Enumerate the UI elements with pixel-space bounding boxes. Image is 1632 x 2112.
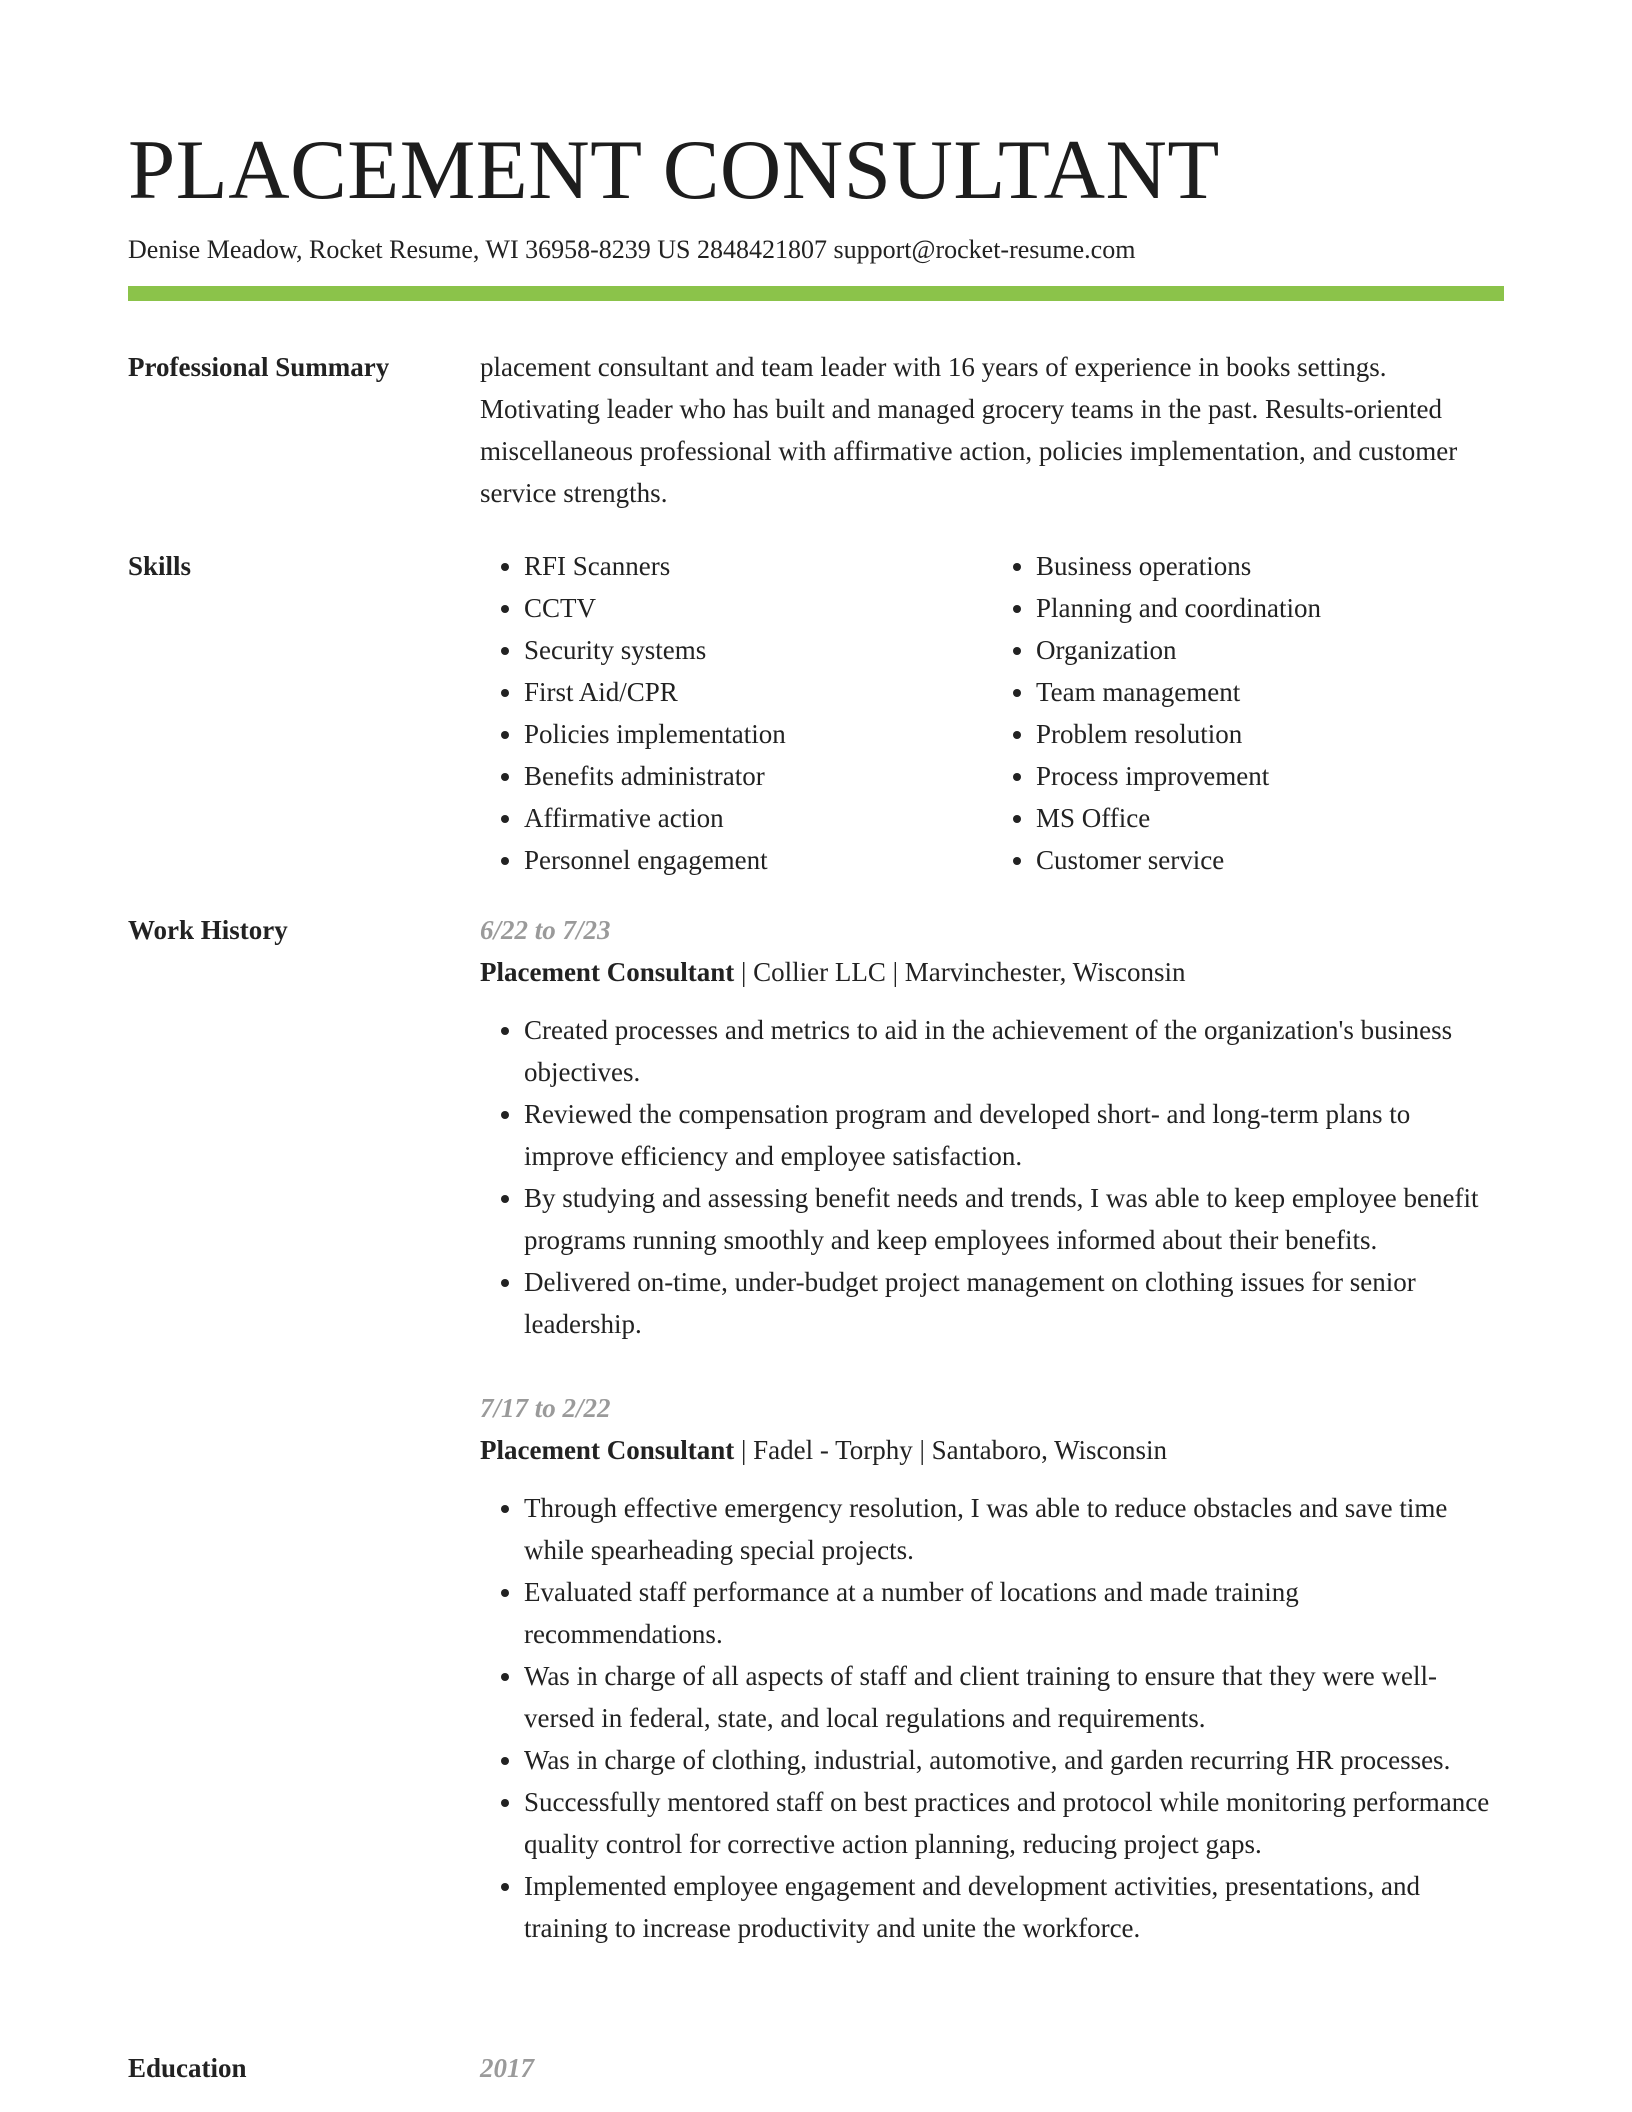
job-entry [480, 909, 1504, 1345]
job-bullet: • Was in charge of clothing, industrial, automotive, and garden recurring HR processes. [524, 1739, 1504, 1781]
job-title: Placement Consultant [480, 957, 735, 987]
job-entry [480, 1387, 1504, 1949]
job-title: Placement Consultant [480, 1435, 735, 1465]
skill-item: • Personnel engagement [524, 839, 992, 881]
education-year: 2017 [480, 2053, 534, 2083]
skill-item: • Benefits administrator [524, 755, 992, 797]
skill-item: • First Aid/CPR [524, 671, 992, 713]
accent-divider [128, 286, 1504, 301]
skill-item: • Organization [1036, 629, 1504, 671]
skill-item: • Policies implementation [524, 713, 992, 755]
skill-item: • Planning and coordination [1036, 587, 1504, 629]
job-details: | Collier LLC | Marvinchester, Wisconsin [734, 957, 1186, 987]
skill-item: • Team management [1036, 671, 1504, 713]
resume-name: PLACEMENT CONSULTANT [128, 123, 1220, 217]
skills-body [480, 545, 1504, 881]
skill-item: • Problem resolution [1036, 713, 1504, 755]
education-body [480, 2047, 1504, 2089]
contact-line: Denise Meadow, Rocket Resume, WI 36958-8239 US 2848421807 support@rocket-resume.com [128, 235, 1136, 264]
skill-item: • Business operations [1036, 545, 1504, 587]
job-bullet: • By studying and assessing benefit needs and trends, I was able to keep employee benefit programs running smoothly and keep employees informed about their benefits. [524, 1177, 1504, 1261]
job-bullet: • Implemented employee engagement and development activities, presentations, and training to increase productivity and unite the workforce. [524, 1865, 1504, 1949]
skills-heading: Skills [128, 551, 192, 581]
job-bullet: • Reviewed the compensation program and developed short- and long-term plans to improve efficiency and employee satisfaction. [524, 1093, 1504, 1177]
job-dates: 7/17 to 2/22 [480, 1393, 611, 1423]
summary-heading: Professional Summary [128, 352, 390, 382]
job-heading [480, 951, 1504, 993]
skill-item: • Affirmative action [524, 797, 992, 839]
skills-columns [480, 545, 1504, 881]
skills-list-left [480, 545, 992, 881]
job-bullet: • Through effective emergency resolution, I was able to reduce obstacles and save time while spearheading special projects. [524, 1487, 1504, 1571]
job-heading [480, 1429, 1504, 1471]
skill-item: • Process improvement [1036, 755, 1504, 797]
skills-list-right [992, 545, 1504, 881]
skill-item: • RFI Scanners [524, 545, 992, 587]
skill-item: • CCTV [524, 587, 992, 629]
summary-body [480, 346, 1504, 514]
summary-text: placement consultant and team leader with 16 years of experience in books settings. Motivating leader who has built and managed grocery teams in the past. Results-oriented miscellaneous professional with affirmative action, policies implementation, and customer service strengths. [480, 352, 1458, 508]
education-heading: Education [128, 2053, 247, 2083]
job-details: | Fadel - Torphy | Santaboro, Wisconsin [734, 1435, 1168, 1465]
job-bullets [480, 1487, 1504, 1949]
skill-item: • Security systems [524, 629, 992, 671]
job-dates: 6/22 to 7/23 [480, 915, 611, 945]
job-bullet: • Evaluated staff performance at a number of locations and made training recommendations. [524, 1571, 1504, 1655]
job-bullet: • Was in charge of all aspects of staff and client training to ensure that they were well-versed in federal, state, and local regulations and requirements. [524, 1655, 1504, 1739]
skill-item: • MS Office [1036, 797, 1504, 839]
work-history-heading: Work History [128, 915, 288, 945]
job-bullet: • Delivered on-time, under-budget project management on clothing issues for senior leadership. [524, 1261, 1504, 1345]
job-bullet: • Created processes and metrics to aid in the achievement of the organization's business objectives. [524, 1009, 1504, 1093]
work-history-body [480, 909, 1504, 1949]
skill-item: • Customer service [1036, 839, 1504, 881]
job-bullet: • Successfully mentored staff on best practices and protocol while monitoring performance quality control for corrective action planning, reducing project gaps. [524, 1781, 1504, 1865]
job-bullets [480, 1009, 1504, 1345]
